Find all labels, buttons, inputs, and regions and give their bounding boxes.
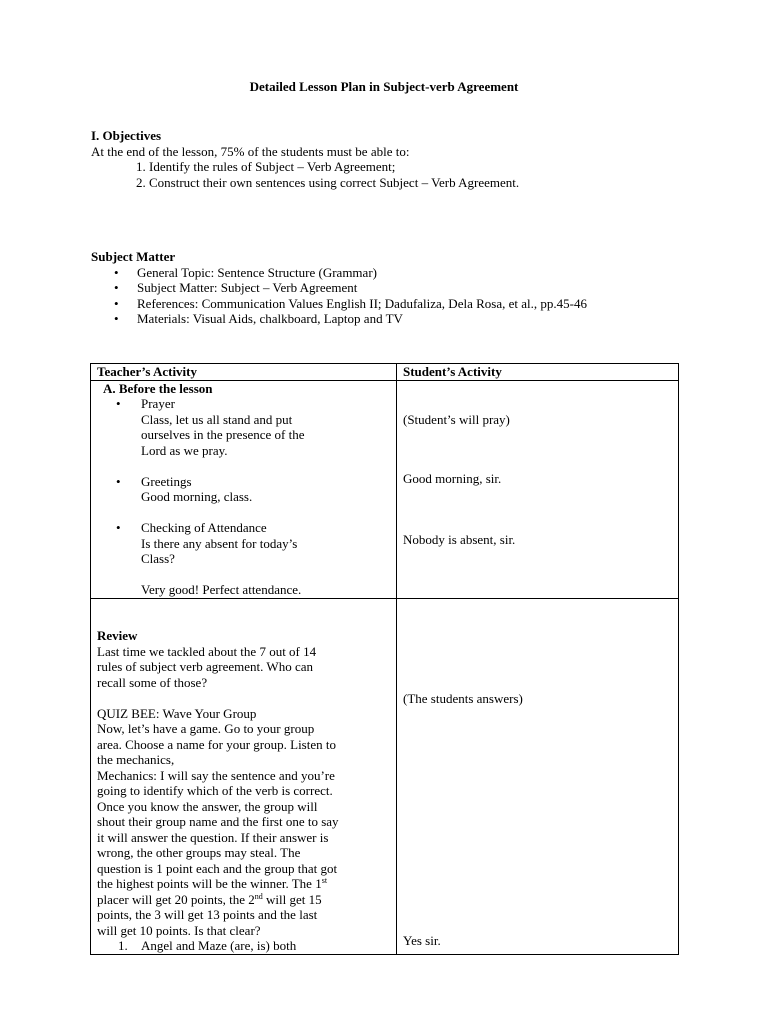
subject-matter-list [91, 265, 711, 327]
prayer-line: ourselves in the presence of the [141, 427, 305, 442]
activity-table [90, 363, 679, 955]
teacher-cell [91, 380, 397, 598]
quiz-line: points, the 3 will get 13 points and the last [97, 907, 318, 922]
student-cell [397, 380, 679, 598]
student-cell [397, 598, 679, 954]
student-response: Good morning, sir. [403, 470, 502, 486]
subject-matter-section [91, 249, 711, 327]
attendance-line: Class? [141, 551, 175, 566]
item-text: Angel and Maze (are, is) both [141, 938, 297, 953]
quiz-line: shout their group name and the first one to say [97, 814, 339, 829]
subject-matter-heading: Subject Matter [91, 249, 176, 264]
objectives-section [91, 128, 711, 190]
list-item: • Materials: Visual Aids, chalkboard, Laptop and TV [91, 311, 711, 327]
quiz-line: going to identify which of the verb is correct. [97, 783, 333, 798]
attendance-title: Checking of Attendance [141, 520, 267, 535]
greetings-title: Greetings [141, 473, 192, 489]
quiz-line: wrong, the other groups may steal. The [97, 845, 301, 860]
objectives-intro: At the end of the lesson, 75% of the students must be able to: [91, 143, 410, 159]
superscript: st [321, 876, 328, 885]
quiz-line [97, 892, 390, 908]
list-item: • References: Communication Values English II; Dadufaliza, Dela Rosa, et al., pp.45-46 [91, 296, 711, 312]
quiz-text: will get 15 [262, 891, 322, 907]
quiz-line: area. Choose a name for your group. Listen to [97, 736, 336, 752]
bullet-icon: • [116, 396, 121, 411]
student-response: Nobody is absent, sir. [403, 531, 516, 547]
document-title: Detailed Lesson Plan in Subject-verb Agreement [249, 79, 519, 94]
greetings-item [97, 474, 390, 505]
student-response: Yes sir. [403, 932, 441, 948]
review-line: rules of subject verb agreement. Who can [97, 659, 313, 674]
section-label: A. Before the lesson [103, 380, 213, 396]
teacher-cell [91, 598, 397, 954]
list-item: • Subject Matter: Subject – Verb Agreement [91, 280, 711, 296]
quiz-line: will get 10 points. Is that clear? [97, 922, 261, 938]
table-row [91, 380, 679, 598]
quiz-line: it will answer the question. If their answer is [97, 829, 329, 845]
quiz-text: the highest points will be the winner. The 1 [97, 876, 322, 891]
greetings-line: Good morning, class. [141, 489, 253, 504]
list-item [97, 938, 390, 954]
quiz-line [97, 876, 390, 892]
prayer-title: Prayer [141, 396, 175, 411]
quiz-line: Once you know the answer, the group will [97, 798, 318, 814]
quiz-line: the mechanics, [97, 752, 175, 767]
attendance-closing: Very good! Perfect attendance. [141, 582, 302, 597]
prayer-line: Class, let us all stand and put [141, 411, 293, 427]
quiz-line: Mechanics: I will say the sentence and you’re [97, 767, 335, 783]
prayer-item [97, 396, 390, 458]
review-heading: Review [97, 628, 138, 643]
bullet-icon: • [116, 520, 121, 535]
student-activity-header: Student’s Activity [397, 364, 679, 381]
attendance-line: Is there any absent for today’s [141, 535, 298, 551]
review-line: recall some of those? [97, 674, 208, 690]
objective-item: 2. Construct their own sentences using correct Subject – Verb Agreement. [136, 174, 520, 190]
student-response: (Student’s will pray) [403, 411, 510, 427]
objective-item: 1. Identify the rules of Subject – Verb Agreement; [136, 159, 396, 174]
list-item: • General Topic: Sentence Structure (Grammar) [91, 265, 711, 281]
table-row [91, 598, 679, 954]
review-line: Last time we tackled about the 7 out of 14 [97, 643, 317, 659]
quiz-line: question is 1 point each and the group that got [97, 860, 338, 876]
prayer-line: Lord as we pray. [141, 442, 228, 458]
quiz-text: placer will get 20 points, the 2 [97, 891, 255, 907]
item-number: 1. [118, 938, 128, 953]
attendance-item [97, 520, 390, 598]
table-header-row [91, 364, 679, 381]
student-response: (The students answers) [403, 690, 523, 706]
objectives-heading: I. Objectives [91, 128, 162, 143]
quiz-line: Now, let’s have a game. Go to your group [97, 721, 315, 736]
teacher-activity-header: Teacher’s Activity [91, 364, 397, 381]
quiz-title: QUIZ BEE: Wave Your Group [97, 705, 257, 721]
bullet-icon: • [116, 473, 121, 489]
superscript: nd [254, 891, 263, 901]
